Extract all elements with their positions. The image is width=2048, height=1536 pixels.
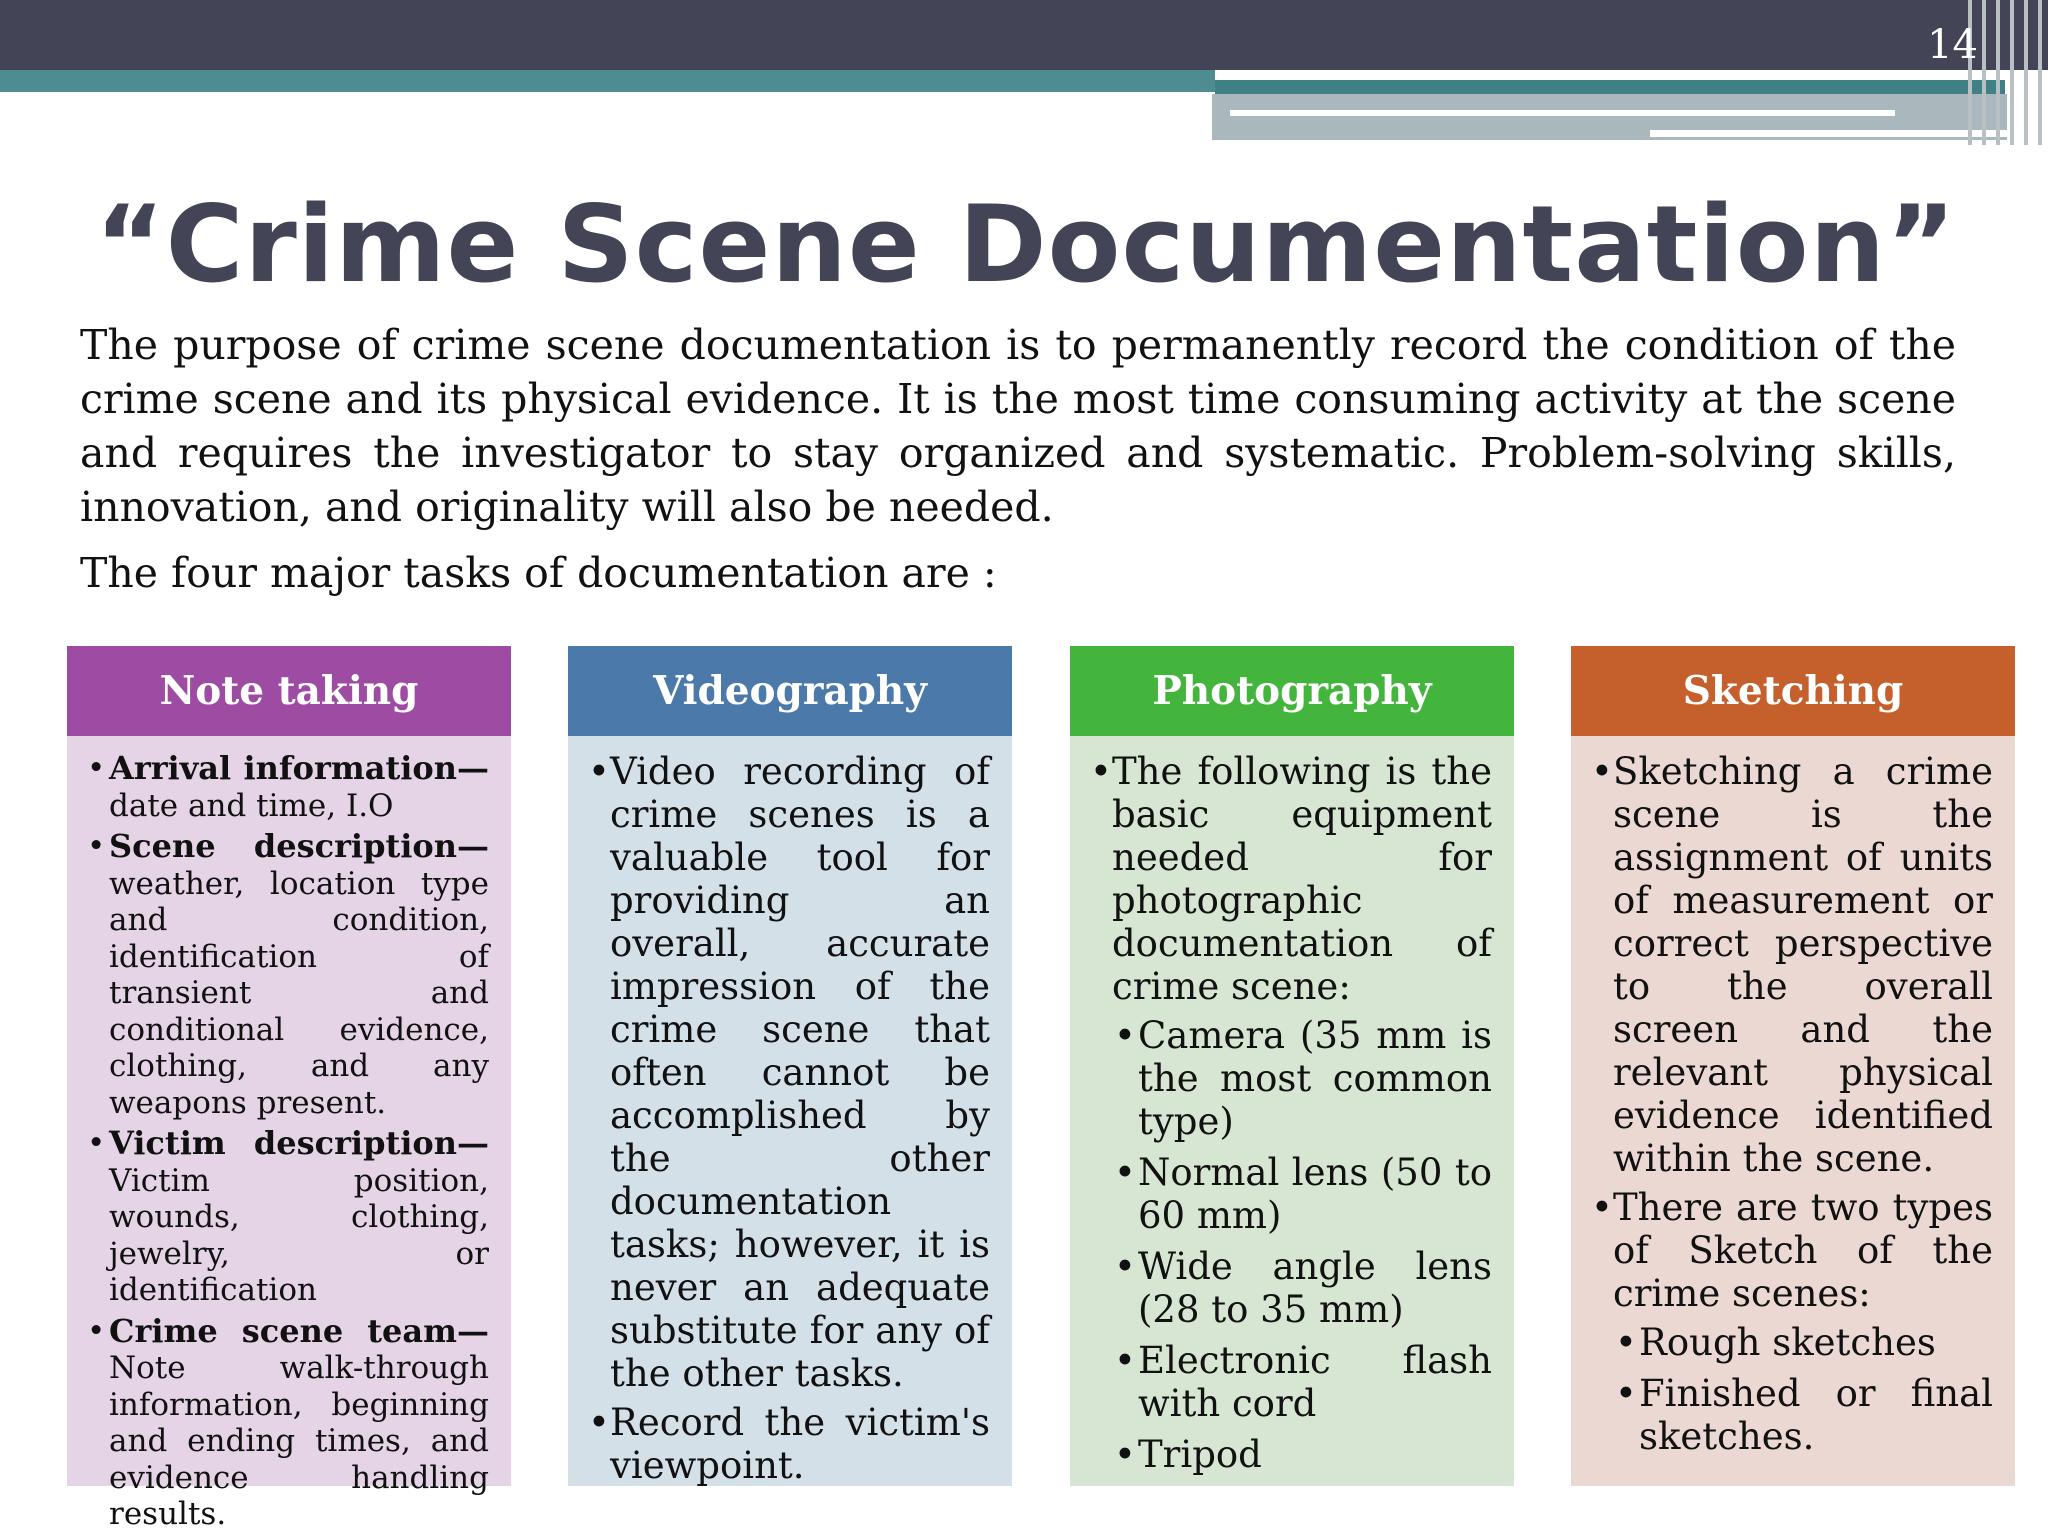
page-title: “Crime Scene Documentation” <box>95 183 1957 306</box>
item-lead: Crime scene team— <box>109 1311 489 1350</box>
slide-number: 14 <box>1927 22 1978 68</box>
item-text: There are two types of Sketch of the crime scenes: <box>1613 1186 1993 1315</box>
card-videography <box>568 646 1012 1486</box>
card-sketching <box>1571 646 2015 1486</box>
list-item <box>85 1125 489 1309</box>
card-body <box>568 736 1012 1486</box>
header-bar <box>0 0 2048 70</box>
card-body <box>1070 736 1514 1486</box>
card-photography <box>1070 646 1514 1486</box>
card-title: Sketching <box>1571 646 2015 736</box>
item-text: The following is the basic equipment needed for photographic documentation of crime scene: <box>1112 750 1492 1008</box>
list-item: • Sketching a crime scene is the assignment of units of measurement or correct perspective to the overall screen and the relevant physical evidence identified within the scene. <box>1589 750 1993 1180</box>
sub-list-item: • Tripod <box>1112 1433 1492 1476</box>
sub-list-item: • Rough sketches <box>1613 1321 1993 1364</box>
card-title: Note taking <box>67 646 511 736</box>
item-lead: Arrival information— <box>109 749 489 787</box>
header-line <box>1230 110 1895 116</box>
sub-list-item: • Normal lens (50 to 60 mm) <box>1112 1151 1492 1237</box>
header-accent-bar-right <box>1215 80 2005 94</box>
list-item: • Video recording of crime scenes is a valuable tool for providing an overall, accurate impression of the crime scene that often cannot be accomplished by the other documentation tasks; however, it is never an adequate substitute for any of the other tasks. <box>586 750 990 1395</box>
header-stripes <box>1968 0 2048 145</box>
item-lead: Scene description— <box>109 827 489 865</box>
item-text: Note walk-through information, beginning and ending times, and evidence handling results. <box>109 1350 489 1532</box>
item-text: Victim position, wounds, clothing, jewelry, or identification <box>109 1162 489 1308</box>
card-title: Videography <box>568 646 1012 736</box>
card-body <box>1571 736 2015 1486</box>
list-item <box>85 828 489 1121</box>
card-title: Photography <box>1070 646 1514 736</box>
sub-list-item: • Electronic flash with cord <box>1112 1339 1492 1425</box>
intro-paragraph: The purpose of crime scene documentation is to permanently record the condition of the crime scene and its physical evidence. It is the most time consuming activity at the scene and requires the investigator to stay organized and systematic. Problem-solving skills, innovation, and originality will also be needed. <box>80 321 1956 531</box>
sub-list-item: • Finished or final sketches. <box>1613 1372 1993 1458</box>
list-item <box>85 750 489 824</box>
item-text: weather, location type and condition, identification of transient and conditional evidence, clothing, and any weapons present. <box>109 865 489 1121</box>
sub-list <box>1613 1321 1993 1458</box>
list-item <box>1589 1186 1993 1458</box>
sub-list-item: • Camera (35 mm is the most common type) <box>1112 1014 1492 1143</box>
sub-list-item: • Wide angle lens (28 to 35 mm) <box>1112 1245 1492 1331</box>
header-line <box>1650 130 2010 137</box>
intro-tasks-line: The four major tasks of documentation are : <box>80 549 997 597</box>
item-text: date and time, I.O <box>109 787 394 824</box>
sub-list <box>1112 1014 1492 1476</box>
item-lead: Victim description— <box>109 1124 489 1162</box>
card-body <box>67 736 511 1532</box>
card-note-taking <box>67 646 511 1532</box>
list-item: • Record the victim's viewpoint. <box>586 1401 990 1487</box>
header-accent-bar <box>0 70 1215 92</box>
list-item <box>85 1313 489 1533</box>
list-item <box>1088 750 1492 1476</box>
